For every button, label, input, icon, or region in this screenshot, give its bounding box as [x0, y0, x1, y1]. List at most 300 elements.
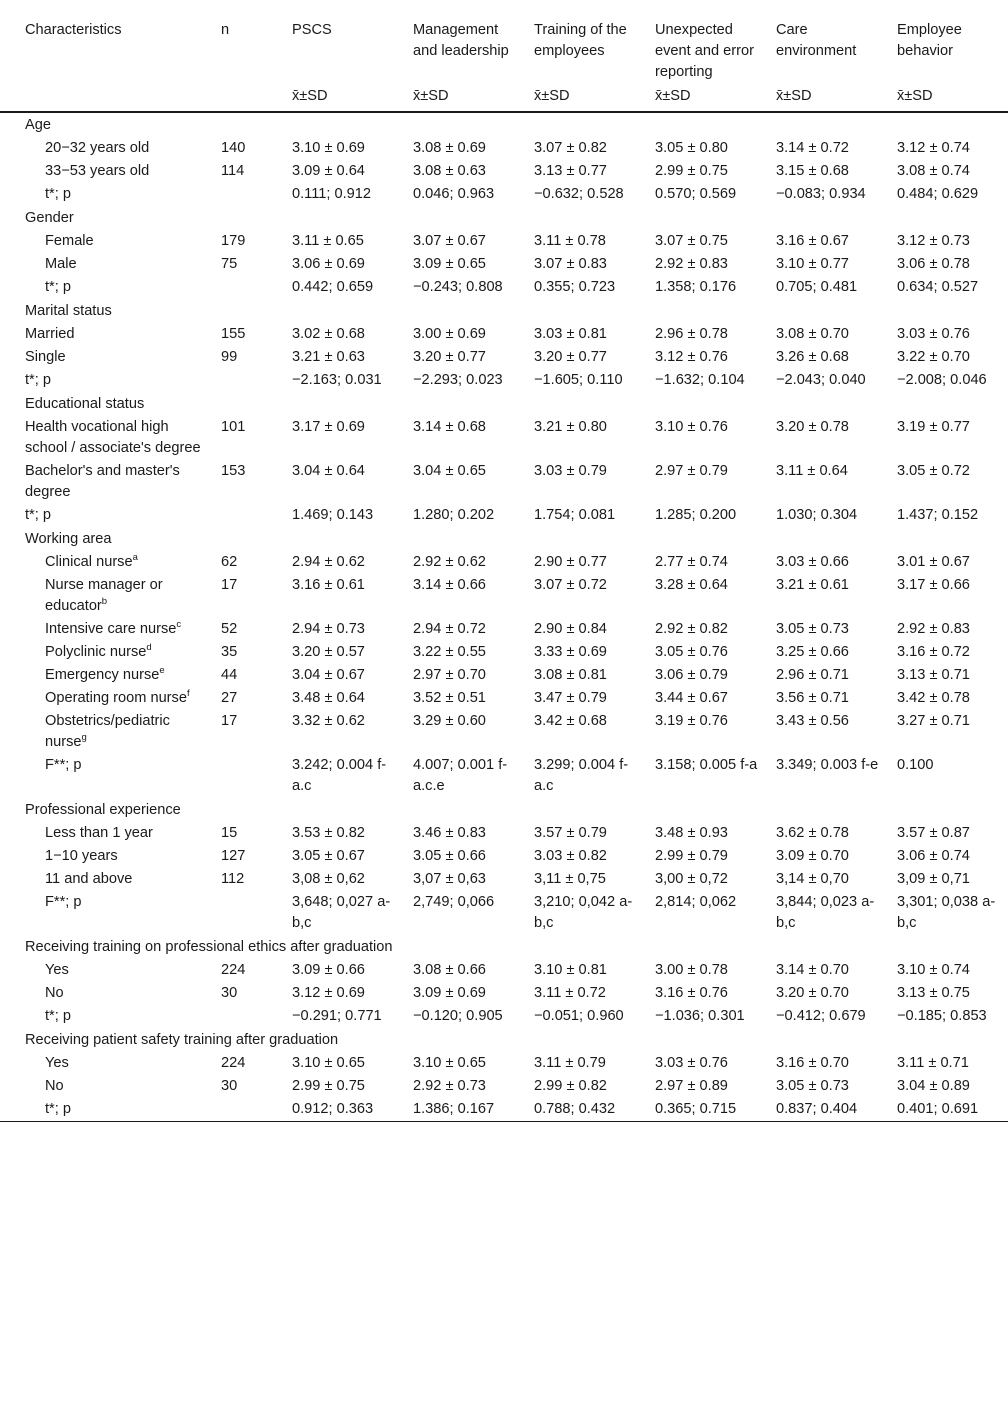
n-cell: 114 [221, 163, 245, 179]
value-cell: 3,00 ± 0,72 [655, 871, 728, 887]
value-cell: 3.28 ± 0.64 [655, 577, 728, 593]
subheader-row [0, 84, 1008, 112]
value-cell: 3.11 ± 0.72 [534, 985, 606, 1001]
row-label-cell [0, 687, 215, 710]
value-cell: 2.92 ± 0.83 [655, 256, 728, 272]
value-cell: 3.20 ± 0.78 [776, 419, 849, 435]
value-cell: 3.09 ± 0.65 [413, 256, 486, 272]
row-label-cell [0, 323, 215, 346]
value-cell: 3.03 ± 0.66 [776, 554, 849, 570]
row-label-cell [0, 369, 215, 392]
table-row [0, 416, 1008, 460]
value-cell: 3.62 ± 0.78 [776, 825, 849, 841]
value-cell: −0.185; 0.853 [897, 1008, 987, 1024]
n-cell: 179 [221, 233, 246, 249]
table-row [0, 346, 1008, 369]
group-header-row [0, 392, 1008, 416]
value-cell: 3.12 ± 0.74 [897, 140, 970, 156]
row-label: Health vocational high school / associate's degree [25, 419, 201, 456]
value-cell: 2.96 ± 0.71 [776, 667, 849, 683]
value-cell: 3.15 ± 0.68 [776, 163, 849, 179]
value-cell: 3,11 ± 0,75 [534, 871, 606, 887]
n-cell: 112 [221, 871, 245, 887]
value-cell: 2.90 ± 0.84 [534, 621, 607, 637]
n-cell: 99 [221, 349, 238, 365]
subheader-cell: x̄±SD [413, 88, 449, 104]
value-cell: 2,814; 0,062 [655, 894, 737, 910]
row-label-cell [0, 754, 215, 798]
value-cell: 0.442; 0.659 [292, 279, 374, 295]
row-label: No [45, 1078, 64, 1094]
row-label-cell [0, 618, 215, 641]
row-label-cell [0, 664, 215, 687]
table-row [0, 160, 1008, 183]
table-row [0, 982, 1008, 1005]
n-cell: 140 [221, 140, 246, 156]
row-label-cell [0, 574, 215, 618]
row-label-cell [0, 160, 215, 183]
value-cell: 3.20 ± 0.57 [292, 644, 365, 660]
value-cell: −2.008; 0.046 [897, 372, 987, 388]
value-cell: 3.20 ± 0.77 [534, 349, 607, 365]
footnote-marker: g [81, 732, 87, 744]
col-header-management: Management and leadership [413, 22, 509, 59]
row-label: Less than 1 year [45, 825, 153, 841]
value-cell: 0.046; 0.963 [413, 186, 495, 202]
group-label: Age [25, 117, 51, 133]
value-cell: 3.11 ± 0.71 [897, 1055, 969, 1071]
value-cell: 3.42 ± 0.68 [534, 713, 607, 729]
n-cell: 52 [221, 621, 238, 637]
value-cell: 3.08 ± 0.70 [776, 326, 849, 342]
table-row [0, 369, 1008, 392]
value-cell: 0.788; 0.432 [534, 1101, 616, 1117]
value-cell: 3.14 ± 0.66 [413, 577, 486, 593]
n-cell: 155 [221, 326, 246, 342]
header-row [0, 10, 1008, 84]
n-cell: 224 [221, 962, 246, 978]
value-cell: 3.07 ± 0.67 [413, 233, 486, 249]
row-label-cell [0, 1098, 215, 1122]
row-label-cell [0, 891, 215, 935]
table-row [0, 1005, 1008, 1028]
n-cell: 75 [221, 256, 238, 272]
row-label-cell [0, 710, 215, 754]
value-cell: 1.386; 0.167 [413, 1101, 495, 1117]
group-header-row [0, 1028, 1008, 1052]
table-row [0, 551, 1008, 574]
value-cell: 2.99 ± 0.79 [655, 848, 728, 864]
value-cell: 3,07 ± 0,63 [413, 871, 486, 887]
value-cell: 1.285; 0.200 [655, 507, 737, 523]
table-row [0, 845, 1008, 868]
footnote-marker: a [132, 552, 138, 564]
row-label-cell [0, 253, 215, 276]
col-header-characteristics: Characteristics [25, 22, 122, 38]
value-cell: 3.06 ± 0.78 [897, 256, 970, 272]
value-cell: 3.04 ± 0.67 [292, 667, 365, 683]
table-row [0, 137, 1008, 160]
value-cell: 3.16 ± 0.70 [776, 1055, 849, 1071]
n-cell: 30 [221, 1078, 238, 1094]
value-cell: 3.09 ± 0.70 [776, 848, 849, 864]
n-cell: 224 [221, 1055, 246, 1071]
value-cell: 3.02 ± 0.68 [292, 326, 365, 342]
subheader-cell: x̄±SD [897, 88, 933, 104]
value-cell: 3.16 ± 0.61 [292, 577, 365, 593]
row-label-cell [0, 551, 215, 574]
value-cell: 3,301; 0,038 a-b,c [897, 894, 996, 931]
row-label: Male [45, 256, 77, 272]
value-cell: 3.06 ± 0.79 [655, 667, 728, 683]
value-cell: 1.280; 0.202 [413, 507, 495, 523]
row-label: Obstetrics/pediatric nurse [45, 713, 170, 750]
row-label-cell [0, 1075, 215, 1098]
value-cell: 3.21 ± 0.61 [776, 577, 849, 593]
value-cell: 3.349; 0.003 f-e [776, 757, 879, 773]
row-label: Emergency nurse [45, 667, 160, 683]
value-cell: 3.13 ± 0.75 [897, 985, 970, 1001]
col-header-training: Training of the employees [534, 22, 627, 59]
value-cell: 3.16 ± 0.67 [776, 233, 849, 249]
value-cell: −0.243; 0.808 [413, 279, 503, 295]
value-cell: 3.299; 0.004 f-a.c [534, 757, 629, 794]
subheader-cell [215, 84, 286, 112]
value-cell: 3.09 ± 0.66 [292, 962, 365, 978]
row-label: Married [25, 326, 75, 342]
table-row [0, 868, 1008, 891]
value-cell: 3.03 ± 0.76 [655, 1055, 728, 1071]
n-cell [215, 754, 286, 798]
value-cell: 3.48 ± 0.93 [655, 825, 728, 841]
value-cell: 1.358; 0.176 [655, 279, 737, 295]
subheader-cell: x̄±SD [292, 88, 328, 104]
row-label-cell [0, 959, 215, 982]
value-cell: 2.92 ± 0.62 [413, 554, 486, 570]
n-cell [215, 1098, 286, 1122]
subheader-cell: x̄±SD [534, 88, 570, 104]
value-cell: −1.632; 0.104 [655, 372, 745, 388]
row-label: F**; p [45, 757, 82, 773]
footnote-marker: c [176, 619, 182, 631]
value-cell: 3.11 ± 0.79 [534, 1055, 606, 1071]
row-label: Intensive care nurse [45, 621, 177, 637]
value-cell: 3.26 ± 0.68 [776, 349, 849, 365]
n-cell: 44 [221, 667, 238, 683]
value-cell: 2.92 ± 0.82 [655, 621, 728, 637]
row-label: 1−10 years [45, 848, 118, 864]
value-cell: 3.19 ± 0.77 [897, 419, 970, 435]
n-cell: 153 [221, 463, 246, 479]
n-cell: 62 [221, 554, 238, 570]
table-row [0, 183, 1008, 206]
value-cell: 3.11 ± 0.64 [776, 463, 848, 479]
group-label: Professional experience [25, 802, 181, 818]
value-cell: 2.94 ± 0.73 [292, 621, 365, 637]
value-cell: 0.365; 0.715 [655, 1101, 737, 1117]
value-cell: 3.43 ± 0.56 [776, 713, 849, 729]
group-header-row [0, 299, 1008, 323]
value-cell: 3.05 ± 0.66 [413, 848, 486, 864]
table-row [0, 1098, 1008, 1122]
table-row [0, 574, 1008, 618]
value-cell: 1.469; 0.143 [292, 507, 374, 523]
value-cell: 3.05 ± 0.73 [776, 1078, 849, 1094]
value-cell: 3.10 ± 0.74 [897, 962, 970, 978]
value-cell: 3.05 ± 0.67 [292, 848, 365, 864]
n-cell [215, 369, 286, 392]
value-cell: 1.754; 0.081 [534, 507, 616, 523]
value-cell: 3.01 ± 0.67 [897, 554, 970, 570]
group-label: Receiving training on professional ethics after graduation [25, 939, 393, 955]
value-cell: 3,08 ± 0,62 [292, 871, 365, 887]
value-cell: 3.14 ± 0.70 [776, 962, 849, 978]
col-header-employee-behavior: Employee behavior [897, 22, 962, 59]
value-cell: −1.605; 0.110 [534, 372, 623, 388]
value-cell: 3.48 ± 0.64 [292, 690, 365, 706]
value-cell: 3.03 ± 0.82 [534, 848, 607, 864]
value-cell: 3.10 ± 0.65 [292, 1055, 365, 1071]
col-header-n: n [221, 22, 230, 38]
value-cell: 3.06 ± 0.69 [292, 256, 365, 272]
table-row [0, 891, 1008, 935]
group-label: Receiving patient safety training after graduation [25, 1032, 339, 1048]
table-row [0, 253, 1008, 276]
value-cell: 3.46 ± 0.83 [413, 825, 486, 841]
value-cell: 0.355; 0.723 [534, 279, 616, 295]
value-cell: 3,09 ± 0,71 [897, 871, 970, 887]
row-label-cell [0, 845, 215, 868]
value-cell: 0.111; 0.912 [292, 186, 371, 202]
n-cell [215, 891, 286, 935]
value-cell: 3.56 ± 0.71 [776, 690, 849, 706]
value-cell: 3.07 ± 0.82 [534, 140, 607, 156]
value-cell: 2.99 ± 0.75 [655, 163, 728, 179]
value-cell: 2.97 ± 0.79 [655, 463, 728, 479]
col-header-care-environment: Care environment [776, 22, 857, 59]
value-cell: 3.19 ± 0.76 [655, 713, 728, 729]
value-cell: 3.17 ± 0.66 [897, 577, 970, 593]
value-cell: 4.007; 0.001 f-a.c.e [413, 757, 508, 794]
row-label: No [45, 985, 64, 1001]
value-cell: 3.21 ± 0.80 [534, 419, 607, 435]
value-cell: 3.21 ± 0.63 [292, 349, 365, 365]
table-row [0, 230, 1008, 253]
value-cell: 3.14 ± 0.68 [413, 419, 486, 435]
value-cell: 3.242; 0.004 f-a.c [292, 757, 387, 794]
row-label-cell [0, 504, 215, 527]
value-cell: 3.32 ± 0.62 [292, 713, 365, 729]
n-cell [215, 183, 286, 206]
group-header-row [0, 527, 1008, 551]
value-cell: 3.10 ± 0.76 [655, 419, 728, 435]
row-label-cell [0, 822, 215, 845]
value-cell: 3.03 ± 0.76 [897, 326, 970, 342]
value-cell: 3.10 ± 0.81 [534, 962, 607, 978]
row-label-cell [0, 641, 215, 664]
value-cell: 2.92 ± 0.83 [897, 621, 970, 637]
group-header-row [0, 935, 1008, 959]
value-cell: 3.08 ± 0.74 [897, 163, 970, 179]
value-cell: 3.06 ± 0.74 [897, 848, 970, 864]
value-cell: 3.13 ± 0.77 [534, 163, 607, 179]
group-header-row [0, 206, 1008, 230]
value-cell: 3.16 ± 0.72 [897, 644, 970, 660]
table-row [0, 460, 1008, 504]
row-label: Clinical nurse [45, 554, 133, 570]
value-cell: 3.17 ± 0.69 [292, 419, 365, 435]
row-label-cell [0, 230, 215, 253]
row-label: 33−53 years old [45, 163, 150, 179]
n-cell [215, 1005, 286, 1028]
value-cell: 3.22 ± 0.70 [897, 349, 970, 365]
n-cell [215, 504, 286, 527]
value-cell: −0.051; 0.960 [534, 1008, 624, 1024]
n-cell [215, 276, 286, 299]
table-row [0, 664, 1008, 687]
value-cell: 0.634; 0.527 [897, 279, 979, 295]
subheader-cell: x̄±SD [655, 88, 691, 104]
value-cell: 3.09 ± 0.64 [292, 163, 365, 179]
row-label-cell [0, 183, 215, 206]
value-cell: 3.10 ± 0.65 [413, 1055, 486, 1071]
value-cell: 2,749; 0,066 [413, 894, 495, 910]
group-header-row [0, 112, 1008, 137]
value-cell: 3.07 ± 0.83 [534, 256, 607, 272]
value-cell: 0.401; 0.691 [897, 1101, 979, 1117]
col-header-unexpected-event: Unexpected event and error reporting [655, 22, 754, 80]
value-cell: 2.77 ± 0.74 [655, 554, 728, 570]
value-cell: 2.92 ± 0.73 [413, 1078, 486, 1094]
value-cell: 2.97 ± 0.89 [655, 1078, 728, 1094]
value-cell: 0.912; 0.363 [292, 1101, 374, 1117]
n-cell: 127 [221, 848, 246, 864]
table-row [0, 1075, 1008, 1098]
table-row [0, 710, 1008, 754]
value-cell: 3.57 ± 0.79 [534, 825, 607, 841]
table-row [0, 754, 1008, 798]
footnote-marker: f [186, 688, 190, 700]
value-cell: 3.29 ± 0.60 [413, 713, 486, 729]
value-cell: 0.484; 0.629 [897, 186, 979, 202]
value-cell: 3.08 ± 0.81 [534, 667, 607, 683]
value-cell: −1.036; 0.301 [655, 1008, 745, 1024]
value-cell: 0.570; 0.569 [655, 186, 737, 202]
row-label: Nurse manager or educator [45, 577, 163, 614]
row-label-cell [0, 982, 215, 1005]
value-cell: 3.10 ± 0.69 [292, 140, 365, 156]
row-label: Polyclinic nurse [45, 644, 147, 660]
n-cell: 101 [221, 419, 246, 435]
row-label-cell [0, 868, 215, 891]
value-cell: 0.837; 0.404 [776, 1101, 858, 1117]
group-label: Marital status [25, 303, 112, 319]
value-cell: 2.99 ± 0.82 [534, 1078, 607, 1094]
value-cell: 0.100 [897, 757, 934, 773]
table-row [0, 323, 1008, 346]
row-label-cell [0, 1005, 215, 1028]
value-cell: 3.10 ± 0.77 [776, 256, 849, 272]
footnote-marker: e [159, 665, 165, 677]
value-cell: 3.04 ± 0.89 [897, 1078, 970, 1094]
value-cell: 3.05 ± 0.76 [655, 644, 728, 660]
value-cell: 3,210; 0,042 a-b,c [534, 894, 633, 931]
value-cell: 1.030; 0.304 [776, 507, 858, 523]
value-cell: 3.44 ± 0.67 [655, 690, 728, 706]
row-label: 20−32 years old [45, 140, 150, 156]
value-cell: −0.120; 0.905 [413, 1008, 503, 1024]
n-cell: 17 [221, 713, 238, 729]
value-cell: −2.043; 0.040 [776, 372, 866, 388]
row-label-cell [0, 346, 215, 369]
value-cell: 3.05 ± 0.72 [897, 463, 970, 479]
row-label: t*; p [45, 279, 71, 295]
row-label: t*; p [45, 1008, 71, 1024]
value-cell: 3.27 ± 0.71 [897, 713, 970, 729]
table-body [0, 112, 1008, 1122]
table-row [0, 1052, 1008, 1075]
value-cell: 3.07 ± 0.75 [655, 233, 728, 249]
value-cell: 3.12 ± 0.76 [655, 349, 728, 365]
value-cell: −2.163; 0.031 [292, 372, 382, 388]
row-label: Yes [45, 1055, 69, 1071]
value-cell: 3.04 ± 0.65 [413, 463, 486, 479]
table-row [0, 618, 1008, 641]
row-label: Yes [45, 962, 69, 978]
row-label: Operating room nurse [45, 690, 187, 706]
value-cell: 2.94 ± 0.62 [292, 554, 365, 570]
value-cell: 2.90 ± 0.77 [534, 554, 607, 570]
row-label-cell [0, 416, 215, 460]
footnote-marker: b [101, 596, 108, 608]
value-cell: 3.03 ± 0.79 [534, 463, 607, 479]
group-header-row [0, 798, 1008, 822]
value-cell: 3.16 ± 0.76 [655, 985, 728, 1001]
group-label: Working area [25, 531, 112, 547]
value-cell: 3.05 ± 0.73 [776, 621, 849, 637]
value-cell: 3.25 ± 0.66 [776, 644, 849, 660]
value-cell: 3.11 ± 0.65 [292, 233, 364, 249]
group-label: Gender [25, 210, 74, 226]
value-cell: 3.12 ± 0.73 [897, 233, 970, 249]
value-cell: 3,844; 0,023 a-b,c [776, 894, 875, 931]
row-label: t*; p [25, 507, 51, 523]
value-cell: 2.96 ± 0.78 [655, 326, 728, 342]
value-cell: 3.52 ± 0.51 [413, 690, 486, 706]
value-cell: −2.293; 0.023 [413, 372, 503, 388]
row-label-cell [0, 276, 215, 299]
table-row [0, 641, 1008, 664]
value-cell: 3.08 ± 0.69 [413, 140, 486, 156]
value-cell: 0.705; 0.481 [776, 279, 858, 295]
value-cell: 3.11 ± 0.78 [534, 233, 606, 249]
table-row [0, 822, 1008, 845]
value-cell: 3.09 ± 0.69 [413, 985, 486, 1001]
value-cell: 3.20 ± 0.70 [776, 985, 849, 1001]
characteristics-table [0, 10, 1008, 1122]
value-cell: 3.20 ± 0.77 [413, 349, 486, 365]
value-cell: 3.53 ± 0.82 [292, 825, 365, 841]
row-label-cell [0, 1052, 215, 1075]
value-cell: −0.291; 0.771 [292, 1008, 382, 1024]
value-cell: 3.05 ± 0.80 [655, 140, 728, 156]
value-cell: 2.99 ± 0.75 [292, 1078, 365, 1094]
value-cell: 1.437; 0.152 [897, 507, 979, 523]
value-cell: 3.03 ± 0.81 [534, 326, 607, 342]
row-label: t*; p [25, 372, 51, 388]
n-cell: 30 [221, 985, 238, 1001]
row-label: F**; p [45, 894, 82, 910]
